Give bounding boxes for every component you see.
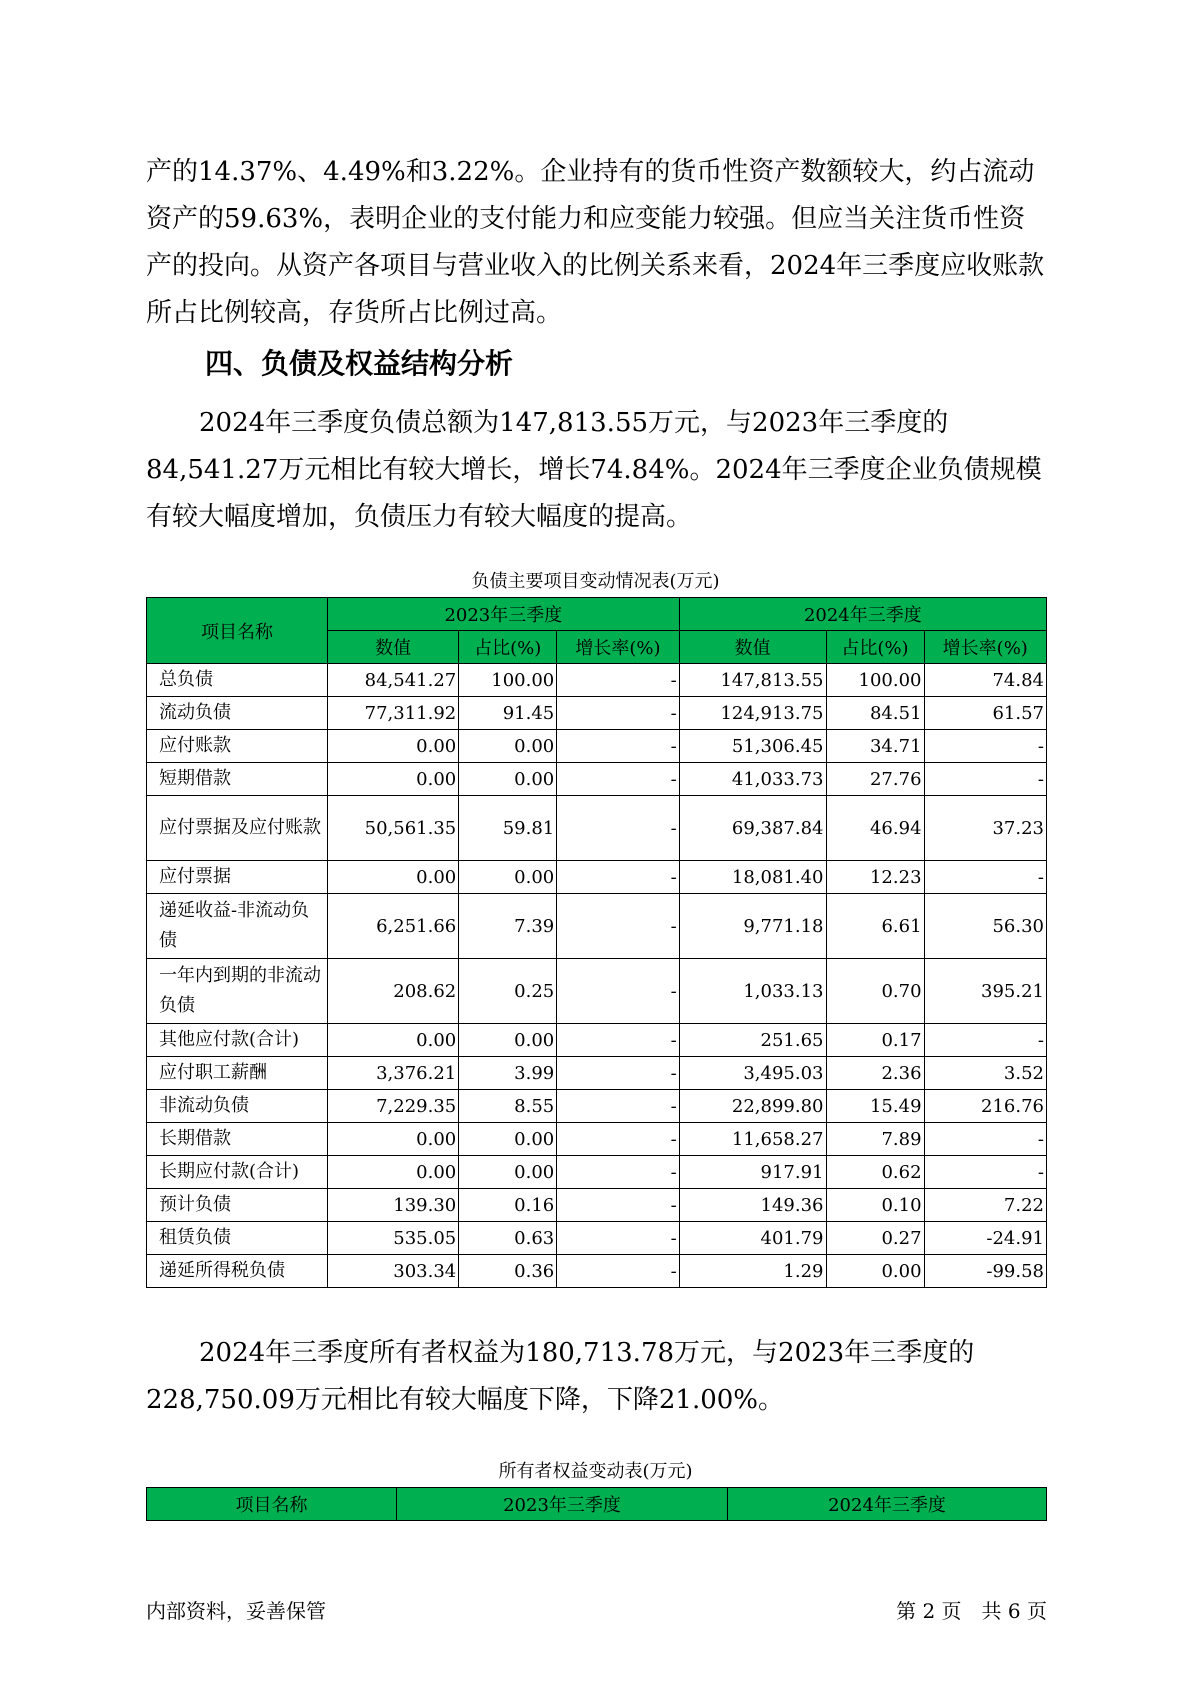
row-label: 长期应付款(合计): [147, 1156, 328, 1189]
growth-2023: -: [557, 1222, 679, 1255]
growth-2023: -: [557, 664, 679, 697]
column-header-2024q3: 2024年三季度: [679, 598, 1046, 631]
column-header-2024q3: 2024年三季度: [728, 1488, 1047, 1521]
value-2023: 303.34: [328, 1255, 459, 1288]
value-2024: 401.79: [679, 1222, 826, 1255]
liabilities-table-caption: 负债主要项目变动情况表(万元): [471, 571, 720, 592]
growth-2024: 7.22: [924, 1189, 1046, 1222]
table-row: [147, 1255, 1047, 1288]
value-2023: 84,541.27: [328, 664, 459, 697]
liabilities-table-body: [147, 664, 1047, 1288]
column-header-value-2023: 数值: [328, 631, 459, 664]
section-heading-liabilities: 四、负债及权益结构分析: [205, 347, 514, 380]
growth-2024: -: [924, 1024, 1046, 1057]
share-2024: 2.36: [826, 1057, 924, 1090]
growth-2024: -: [924, 1156, 1046, 1189]
row-label: 长期借款: [147, 1123, 328, 1156]
share-2024: 34.71: [826, 730, 924, 763]
column-header-2023q3: 2023年三季度: [328, 598, 680, 631]
row-label: 流动负债: [147, 697, 328, 730]
footer-confidential-note: 内部资料，妥善保管: [146, 1599, 326, 1623]
table-row: [147, 1057, 1047, 1090]
share-2023: 8.55: [459, 1090, 557, 1123]
table-row: [147, 959, 1047, 1024]
row-label: 应付职工薪酬: [147, 1057, 328, 1090]
growth-2023: -: [557, 1189, 679, 1222]
growth-2024: -99.58: [924, 1255, 1046, 1288]
column-header-item-name: 项目名称: [147, 598, 328, 664]
row-label: 总负债: [147, 664, 328, 697]
share-2023: 7.39: [459, 894, 557, 959]
row-label: 短期借款: [147, 763, 328, 796]
table-row: [147, 1222, 1047, 1255]
row-label: 非流动负债: [147, 1090, 328, 1123]
value-2023: 139.30: [328, 1189, 459, 1222]
value-2023: 0.00: [328, 1156, 459, 1189]
value-2024: 51,306.45: [679, 730, 826, 763]
liabilities-table: [146, 597, 1047, 1288]
footer-page-number: 第 2 页 共 6 页: [896, 1599, 1047, 1623]
value-2023: 0.00: [328, 861, 459, 894]
growth-2024: -: [924, 861, 1046, 894]
growth-2024: 3.52: [924, 1057, 1046, 1090]
table-row: [147, 1123, 1047, 1156]
growth-2023: -: [557, 861, 679, 894]
share-2023: 59.81: [459, 796, 557, 861]
row-label: 预计负债: [147, 1189, 328, 1222]
row-label: 应付账款: [147, 730, 328, 763]
column-header-share-2024: 占比(%): [826, 631, 924, 664]
growth-2023: -: [557, 1024, 679, 1057]
growth-2024: -: [924, 763, 1046, 796]
share-2023: 100.00: [459, 664, 557, 697]
share-2024: 0.17: [826, 1024, 924, 1057]
share-2024: 0.27: [826, 1222, 924, 1255]
value-2024: 22,899.80: [679, 1090, 826, 1123]
column-header-growth-2023: 增长率(%): [557, 631, 679, 664]
equity-table-caption: 所有者权益变动表(万元): [498, 1461, 693, 1482]
growth-2024: -24.91: [924, 1222, 1046, 1255]
growth-2023: -: [557, 959, 679, 1024]
value-2023: 208.62: [328, 959, 459, 1024]
column-header-item-name: 项目名称: [147, 1488, 397, 1521]
value-2024: 1.29: [679, 1255, 826, 1288]
share-2024: 0.70: [826, 959, 924, 1024]
table-row: [147, 894, 1047, 959]
row-label: 应付票据: [147, 861, 328, 894]
column-header-value-2024: 数值: [679, 631, 826, 664]
column-header-2023q3: 2023年三季度: [397, 1488, 728, 1521]
growth-2024: 74.84: [924, 664, 1046, 697]
growth-2023: -: [557, 1090, 679, 1123]
growth-2023: -: [557, 894, 679, 959]
share-2023: 0.16: [459, 1189, 557, 1222]
share-2023: 0.00: [459, 1156, 557, 1189]
table-row: [147, 796, 1047, 861]
share-2024: 27.76: [826, 763, 924, 796]
table-row: [147, 664, 1047, 697]
share-2024: 7.89: [826, 1123, 924, 1156]
growth-2024: 216.76: [924, 1090, 1046, 1123]
table-row: [147, 730, 1047, 763]
table-row: [147, 1156, 1047, 1189]
row-label: 递延收益-非流动负债: [147, 894, 328, 959]
table-row: [147, 1024, 1047, 1057]
value-2023: 50,561.35: [328, 796, 459, 861]
value-2024: 11,658.27: [679, 1123, 826, 1156]
growth-2023: -: [557, 1156, 679, 1189]
value-2024: 69,387.84: [679, 796, 826, 861]
share-2024: 6.61: [826, 894, 924, 959]
value-2024: 251.65: [679, 1024, 826, 1057]
share-2023: 0.00: [459, 1024, 557, 1057]
value-2023: 3,376.21: [328, 1057, 459, 1090]
value-2024: 1,033.13: [679, 959, 826, 1024]
share-2023: 0.00: [459, 763, 557, 796]
share-2023: 91.45: [459, 697, 557, 730]
column-header-growth-2024: 增长率(%): [924, 631, 1046, 664]
table-row: [147, 1090, 1047, 1123]
paragraph-equity-summary: 2024年三季度所有者权益为180,713.78万元，与2023年三季度的228,750.09万元相比有较大幅度下降，下降21.00%。: [146, 1338, 975, 1415]
share-2024: 100.00: [826, 664, 924, 697]
growth-2024: 395.21: [924, 959, 1046, 1024]
value-2024: 147,813.55: [679, 664, 826, 697]
row-label: 递延所得税负债: [147, 1255, 328, 1288]
growth-2023: -: [557, 763, 679, 796]
row-label: 租赁负债: [147, 1222, 328, 1255]
row-label: 其他应付款(合计): [147, 1024, 328, 1057]
share-2023: 0.00: [459, 1123, 557, 1156]
share-2024: 12.23: [826, 861, 924, 894]
growth-2024: -: [924, 730, 1046, 763]
value-2023: 77,311.92: [328, 697, 459, 730]
column-header-share-2023: 占比(%): [459, 631, 557, 664]
share-2024: 0.62: [826, 1156, 924, 1189]
value-2024: 9,771.18: [679, 894, 826, 959]
table-row: [147, 763, 1047, 796]
share-2023: 0.36: [459, 1255, 557, 1288]
value-2024: 3,495.03: [679, 1057, 826, 1090]
value-2024: 149.36: [679, 1189, 826, 1222]
share-2024: 0.00: [826, 1255, 924, 1288]
paragraph-asset-conclusion: 产的14.37%、4.49%和3.22%。企业持有的货币性资产数额较大，约占流动资产的59.63%，表明企业的支付能力和应变能力较强。但应当关注货币性资产的投向。从资产各项目与营业收入的比例关系来看，2024年三季度应收账款所占比例较高，存货所占比例过高。: [146, 157, 1045, 328]
value-2024: 124,913.75: [679, 697, 826, 730]
share-2024: 0.10: [826, 1189, 924, 1222]
share-2024: 15.49: [826, 1090, 924, 1123]
value-2024: 41,033.73: [679, 763, 826, 796]
share-2024: 84.51: [826, 697, 924, 730]
growth-2024: 61.57: [924, 697, 1046, 730]
share-2023: 0.25: [459, 959, 557, 1024]
value-2023: 0.00: [328, 1024, 459, 1057]
share-2023: 3.99: [459, 1057, 557, 1090]
growth-2023: -: [557, 1057, 679, 1090]
row-label: 一年内到期的非流动负债: [147, 959, 328, 1024]
growth-2023: -: [557, 730, 679, 763]
paragraph-liabilities-summary: 2024年三季度负债总额为147,813.55万元，与2023年三季度的84,541.27万元相比有较大增长，增长74.84%。2024年三季度企业负债规模有较大幅度增加，负债压力有较大幅度的提高。: [146, 408, 1042, 532]
growth-2023: -: [557, 1123, 679, 1156]
growth-2023: -: [557, 796, 679, 861]
value-2024: 917.91: [679, 1156, 826, 1189]
share-2023: 0.00: [459, 861, 557, 894]
growth-2024: 56.30: [924, 894, 1046, 959]
equity-table: [146, 1487, 1047, 1521]
growth-2024: -: [924, 1123, 1046, 1156]
growth-2024: 37.23: [924, 796, 1046, 861]
table-row: [147, 697, 1047, 730]
table-row: [147, 861, 1047, 894]
table-row: [147, 1189, 1047, 1222]
value-2023: 6,251.66: [328, 894, 459, 959]
share-2023: 0.63: [459, 1222, 557, 1255]
value-2023: 535.05: [328, 1222, 459, 1255]
share-2023: 0.00: [459, 730, 557, 763]
row-label: 应付票据及应付账款: [147, 796, 328, 861]
value-2023: 0.00: [328, 730, 459, 763]
value-2023: 0.00: [328, 763, 459, 796]
value-2023: 7,229.35: [328, 1090, 459, 1123]
growth-2023: -: [557, 697, 679, 730]
value-2024: 18,081.40: [679, 861, 826, 894]
growth-2023: -: [557, 1255, 679, 1288]
value-2023: 0.00: [328, 1123, 459, 1156]
share-2024: 46.94: [826, 796, 924, 861]
